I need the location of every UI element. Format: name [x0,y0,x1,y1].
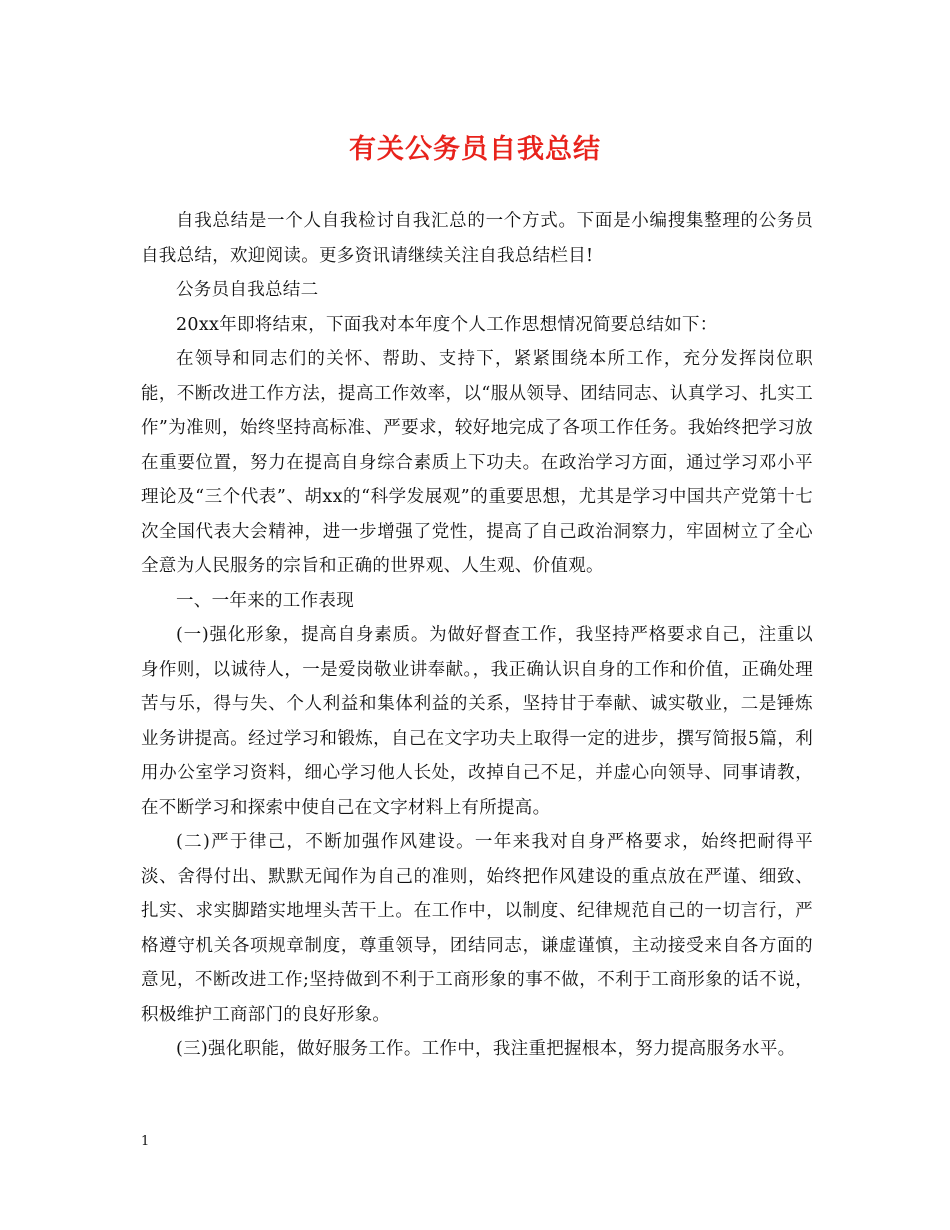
body-paragraph: 在领导和同志们的关怀、帮助、支持下，紧紧围绕本所工作，充分发挥岗位职能，不断改进工作方法，提高工作效率，以“服从领导、团结同志、认真学习、扎实工作”为准则，始终坚持高标准、严要求，较好地完成了各项工作任务。我始终把学习放在重要位置，努力在提高自身综合素质上下功夫。在政治学习方面，通过学习邓小平理论及“三个代表”、胡xx的“科学发展观”的重要思想，尤其是学习中国共产党第十七次全国代表大会精神，进一步增强了党性，提高了自己政治洞察力，牢固树立了全心全意为人民服务的宗旨和正确的世界观、人生观、价值观。 [141,349,813,576]
document-title: 有关公务员自我总结 [349,134,601,165]
document-body [141,204,813,1067]
body-paragraph: (二)严于律己，不断加强作风建设。一年来我对自身严格要求，始终把耐得平淡、舍得付出、默默无闻作为自己的准则，始终把作风建设的重点放在严谨、细致、扎实、求实脚踏实地埋头苦干上。在工作中，以制度、纪律规范自己的一切言行，严格遵守机关各项规章制度，尊重领导，团结同志，谦虚谨慎，主动接受来自各方面的意见，不断改进工作;坚持做到不利于工商形象的事不做，不利于工商形象的话不说，积极维护工商部门的良好形象。 [141,832,813,1025]
section-heading: 公务员自我总结二 [176,280,319,300]
summary-opening: 20xx年即将结束，下面我对本年度个人工作思想情况简要总结如下： [176,314,718,335]
intro-paragraph: 自我总结是一个人自我检讨自我汇总的一个方式。下面是小编搜集整理的公务员自我总结，欢迎阅读。更多资讯请继续关注自我总结栏目! [141,211,813,266]
subsection-heading: 一、一年来的工作表现 [176,590,354,611]
body-paragraph: (一)强化形象，提高自身素质。为做好督查工作，我坚持严格要求自己，注重以身作则，以诚待人，一是爱岗敬业讲奉献。，我正确认识自身的工作和价值，正确处理苦与乐，得与失、个人利益和集体利益的关系，坚持甘于奉献、诚实敬业，二是锤炼业务讲提高。经过学习和锻炼，自己在文字功夫上取得一定的进步，撰写简报5篇，利用办公室学习资料，细心学习他人长处，改掉自己不足，并虚心向领导、同事请教，在不断学习和探索中使自己在文字材料上有所提高。 [141,625,813,818]
page-number: 1 [141,1134,150,1149]
body-paragraph: (三)强化职能，做好服务工作。工作中，我注重把握根本，努力提高服务水平。 [176,1039,796,1059]
